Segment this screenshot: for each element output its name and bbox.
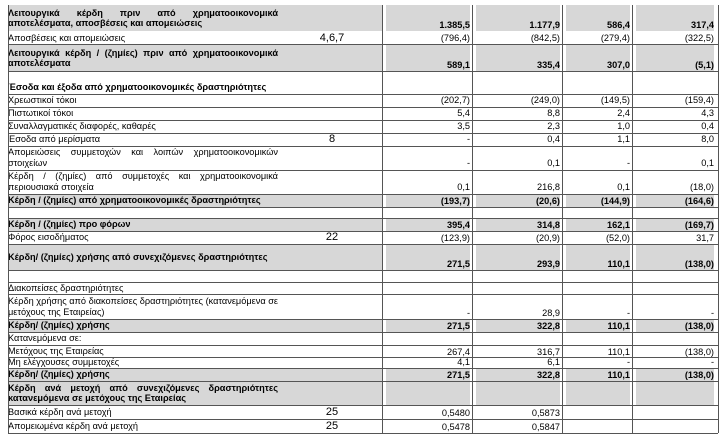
value-cell: 216,8 <box>537 181 560 192</box>
row-description <box>8 146 278 169</box>
row-description <box>8 319 278 332</box>
row-description <box>8 120 278 132</box>
row-description-text: Λειτουργικά κέρδη / (ζημίες) πριν από χρηματοοικονομικά αποτελέσματα <box>8 47 278 68</box>
table-row <box>0 332 727 345</box>
value-cell: 1.177,9 <box>529 19 560 30</box>
row-description-text: Κέρδη ανά μετοχή από συνεχιζόμενες δραστηριότητες κατανεμόμενα σε μετόχους της Εταιρείας <box>8 382 278 403</box>
value-cell: (138,0) <box>684 369 714 380</box>
column-divider <box>8 5 9 433</box>
grid-line <box>8 368 718 369</box>
row-description <box>8 244 278 270</box>
value-cell: - <box>626 357 630 367</box>
row-note <box>282 194 382 207</box>
value-cell <box>566 270 630 282</box>
value-cell: - <box>466 133 470 144</box>
value-cell <box>636 332 714 345</box>
value-cell: 110,1 <box>607 346 630 357</box>
grid-line <box>8 332 718 333</box>
value-cell: 0,5478 <box>441 421 470 432</box>
value-cell <box>476 71 560 81</box>
row-description-text: Χρεωστικοί τόκοι <box>8 94 77 105</box>
table-row <box>0 405 727 419</box>
value-cell: (169,7) <box>684 219 714 230</box>
value-cell <box>636 381 714 405</box>
table-row <box>0 170 727 193</box>
value-cell: 314,8 <box>537 219 560 230</box>
row-description-text: Κέρδη / (ζημίες) από συμμετοχές και χρηματοοικονομικά περιουσιακά στοιχεία <box>8 171 278 192</box>
value-cell: 0,1 <box>547 157 560 168</box>
row-description <box>8 107 278 119</box>
column-divider <box>562 5 563 433</box>
grid-line <box>8 282 718 283</box>
value-cell: 110,1 <box>607 258 630 269</box>
column-divider <box>382 5 383 433</box>
value-cell: 0,1 <box>617 181 630 192</box>
value-cell: 4,1 <box>457 357 470 367</box>
value-cell: - <box>466 157 470 168</box>
table-row <box>0 282 727 294</box>
value-cell: 589,1 <box>447 59 470 70</box>
value-cell: (249,0) <box>530 94 560 105</box>
value-cell: 3,5 <box>457 120 470 131</box>
table-row <box>0 194 727 207</box>
value-cell <box>386 270 470 282</box>
value-cell <box>476 332 560 345</box>
value-cell: 5,4 <box>457 107 470 118</box>
grid-line <box>8 194 718 195</box>
value-cell <box>636 419 714 433</box>
row-description-text: Μετόχους της Εταιρείας <box>8 346 104 357</box>
value-cell: (138,0) <box>684 258 714 269</box>
value-cell <box>566 207 630 218</box>
grid-line <box>8 294 718 295</box>
value-cell <box>566 282 630 294</box>
row-description <box>8 94 278 106</box>
grid-line <box>8 146 718 147</box>
row-description-text: Φόρος εισοδήματος <box>8 232 89 243</box>
table-row <box>0 71 727 81</box>
value-cell: 8,8 <box>547 107 560 118</box>
value-cell: (20,6) <box>535 195 560 206</box>
value-cell <box>636 282 714 294</box>
row-note <box>282 170 382 193</box>
value-cell: 0,5480 <box>441 407 470 418</box>
row-description-text: Λειτουργικά κέρδη πριν από χρηματοοικονομικά αποτελέσματα, αποσβέσεις και απομειώσεις <box>8 7 278 28</box>
value-cell: 0,4 <box>547 133 560 144</box>
value-cell: (796,4) <box>440 32 470 43</box>
table-row <box>0 319 727 332</box>
row-note <box>282 94 382 106</box>
value-cell: 271,5 <box>447 369 470 380</box>
row-description-text: Κέρδη/ (ζημίες) χρήσης <box>8 320 110 331</box>
row-description <box>8 381 278 405</box>
row-description-text: Πιστωτικοί τόκοι <box>8 107 74 118</box>
value-cell: 322,8 <box>537 320 560 331</box>
row-note <box>282 107 382 119</box>
grid-line <box>8 244 718 245</box>
row-description-text: Κατανεμόμενα σε: <box>8 333 82 344</box>
row-note <box>282 282 382 294</box>
table-row <box>0 133 727 145</box>
value-cell: (138,0) <box>684 320 714 331</box>
grid-line <box>8 433 718 434</box>
row-note <box>282 45 382 71</box>
row-note <box>282 5 382 31</box>
value-cell <box>476 81 560 93</box>
value-cell <box>566 332 630 345</box>
value-cell <box>386 282 470 294</box>
table-row <box>0 207 727 218</box>
row-description <box>8 419 278 433</box>
value-cell <box>566 381 630 405</box>
value-cell: (20,9) <box>535 232 560 243</box>
value-cell: 6,1 <box>547 357 560 367</box>
row-note <box>282 146 382 169</box>
row-description <box>8 71 278 81</box>
row-note <box>282 120 382 132</box>
value-cell: (202,7) <box>440 94 470 105</box>
value-cell <box>636 71 714 81</box>
table-row <box>0 94 727 106</box>
value-cell: 0,5847 <box>531 421 560 432</box>
table-row <box>0 231 727 244</box>
value-cell: - <box>710 357 714 367</box>
value-cell: 2,4 <box>617 107 630 118</box>
table-row <box>0 107 727 119</box>
grid-line <box>8 170 718 171</box>
value-cell: 28,9 <box>542 307 560 318</box>
table-row <box>0 218 727 231</box>
grid-line <box>8 381 718 382</box>
row-note <box>282 207 382 218</box>
row-description-text: Κέρδη/ (ζημίες) χρήσης <box>8 369 110 380</box>
value-cell: - <box>626 157 630 168</box>
row-note <box>282 357 382 368</box>
table-row <box>0 368 727 381</box>
row-description-text: Έσοδα από μερίσματα <box>8 133 101 144</box>
value-cell: 110,1 <box>607 369 630 380</box>
column-divider <box>632 5 633 433</box>
row-description <box>8 405 278 419</box>
table-row <box>0 270 727 282</box>
value-cell: 0,5873 <box>531 407 560 418</box>
row-note <box>282 71 382 81</box>
row-description <box>8 270 278 282</box>
table-row <box>0 357 727 368</box>
row-description <box>8 194 278 207</box>
grid-line <box>8 44 718 45</box>
row-description <box>8 207 278 218</box>
row-description <box>8 32 278 44</box>
value-cell: (193,7) <box>440 195 470 206</box>
grid-line <box>8 319 718 320</box>
value-cell: - <box>626 307 630 318</box>
value-cell <box>386 81 470 93</box>
value-cell: 395,4 <box>447 219 470 230</box>
grid-line <box>8 357 718 358</box>
row-note <box>282 244 382 270</box>
value-cell: 162,1 <box>607 219 630 230</box>
row-note: 8 <box>328 133 336 145</box>
table-row <box>0 146 727 169</box>
row-note <box>282 381 382 405</box>
value-cell: (159,4) <box>684 94 714 105</box>
value-cell: (279,4) <box>600 32 630 43</box>
value-cell: 8,0 <box>701 133 714 144</box>
value-cell: 267,4 <box>447 346 470 357</box>
row-description <box>8 368 278 381</box>
value-cell <box>476 270 560 282</box>
row-note <box>282 270 382 282</box>
row-note: 22 <box>325 231 339 244</box>
row-description <box>8 133 278 145</box>
value-cell: (52,0) <box>605 232 630 243</box>
value-cell: (164,6) <box>684 195 714 206</box>
row-description <box>8 231 278 244</box>
row-description <box>8 282 278 294</box>
value-cell <box>636 270 714 282</box>
table-row <box>0 244 727 270</box>
value-cell: 586,4 <box>607 19 630 30</box>
value-cell: 307,0 <box>607 59 630 70</box>
value-cell: (149,5) <box>600 94 630 105</box>
table-row <box>0 381 727 405</box>
row-description-text: Έσοδα και έξοδα από χρηματοοικονομικές δραστηριότητες <box>8 81 267 92</box>
value-cell: 4,3 <box>701 107 714 118</box>
row-description <box>8 5 278 31</box>
value-cell <box>566 419 630 433</box>
row-note <box>282 368 382 381</box>
grid-line <box>8 405 718 406</box>
row-note: 25 <box>325 419 339 432</box>
value-cell <box>636 207 714 218</box>
value-cell: 110,1 <box>607 320 630 331</box>
value-cell <box>566 81 630 93</box>
table-row <box>0 5 727 31</box>
value-cell: 2,3 <box>547 120 560 131</box>
row-description-text: Διακοπείσες δραστηριότητες <box>8 282 124 293</box>
value-cell <box>636 405 714 419</box>
row-description-text: Κέρδη/ (ζημίες) χρήσης από συνεχιζόμενες δραστηριότητες <box>8 251 268 262</box>
value-cell: 0,4 <box>701 120 714 131</box>
row-description <box>8 294 278 319</box>
value-cell: (138,0) <box>684 346 714 357</box>
row-description <box>8 45 278 71</box>
value-cell: 271,5 <box>447 258 470 269</box>
row-note: 25 <box>325 405 339 418</box>
row-description <box>8 218 278 231</box>
value-cell: (5,1) <box>695 59 714 70</box>
table-row <box>0 419 727 433</box>
row-note <box>282 294 382 319</box>
grid-line <box>8 94 718 95</box>
table-row <box>0 294 727 319</box>
row-note <box>282 319 382 332</box>
grid-line <box>8 419 718 420</box>
value-cell: (18,0) <box>689 181 714 192</box>
table-row <box>0 81 727 93</box>
value-cell: 316,7 <box>537 346 560 357</box>
value-cell: 1,0 <box>617 120 630 131</box>
value-cell: 293,9 <box>537 258 560 269</box>
column-divider <box>718 5 719 433</box>
value-cell: 0,1 <box>701 157 714 168</box>
value-cell <box>386 207 470 218</box>
value-cell: (322,5) <box>684 32 714 43</box>
row-description <box>8 332 278 345</box>
value-cell: - <box>710 307 714 318</box>
row-description-text: Κέρδη χρήσης από διακοπείσες δραστηριότητες (κατανεμόμενα σε μετόχους της Εταιρείας) <box>8 296 278 317</box>
row-description <box>8 357 278 368</box>
value-cell: (842,5) <box>530 32 560 43</box>
value-cell: 322,8 <box>537 369 560 380</box>
value-cell: 317,4 <box>691 19 714 30</box>
value-cell <box>566 71 630 81</box>
row-description-text: Βασικά κέρδη ανά μετοχή <box>8 406 112 417</box>
grid-line <box>8 270 718 271</box>
row-description-text: Αποσβέσεις και απομειώσεις <box>8 32 126 43</box>
row-note <box>282 218 382 231</box>
value-cell <box>566 405 630 419</box>
row-description-text: Απομειωμένα κέρδη ανά μετοχή <box>8 420 139 431</box>
value-cell: 1,1 <box>617 133 630 144</box>
table-row <box>0 45 727 71</box>
value-cell <box>476 381 560 405</box>
row-description-text: Απομειώσεις συμμετοχών και λοιπών χρηματοοικονομικών στοιχείων <box>8 147 278 168</box>
value-cell: 0,1 <box>457 181 470 192</box>
row-note: 4,6,7 <box>319 32 345 44</box>
row-note <box>282 81 382 93</box>
value-cell: 31,7 <box>696 232 714 243</box>
row-description-text: Κέρδη / (ζημίες) προ φόρων <box>8 219 131 230</box>
grid-line <box>8 71 718 72</box>
value-cell <box>386 71 470 81</box>
value-cell <box>386 381 470 405</box>
grid-line <box>8 133 718 134</box>
grid-line <box>8 107 718 108</box>
value-cell: 335,4 <box>537 59 560 70</box>
grid-line <box>8 218 718 219</box>
grid-line <box>8 120 718 121</box>
grid-line <box>8 231 718 232</box>
value-cell <box>636 81 714 93</box>
row-note <box>282 332 382 345</box>
row-description <box>8 81 278 93</box>
row-description <box>8 170 278 193</box>
value-cell: (123,9) <box>440 232 470 243</box>
value-cell: 271,5 <box>447 320 470 331</box>
row-description-text: Κέρδη / (ζημίες) από χρηματοοικονομικές δραστηριότητες <box>8 195 261 206</box>
value-cell: - <box>466 307 470 318</box>
value-cell: (144,9) <box>600 195 630 206</box>
value-cell: 1.385,5 <box>439 19 470 30</box>
column-divider <box>472 5 473 433</box>
value-cell <box>476 207 560 218</box>
row-description-text: Συναλλαγματικές διαφορές, καθαρές <box>8 120 156 131</box>
table-row <box>0 32 727 44</box>
grid-line <box>8 207 718 208</box>
grid-line <box>8 345 718 346</box>
value-cell <box>476 282 560 294</box>
row-description-text: Μη ελέγχουσες συμμετοχές <box>8 357 120 368</box>
value-cell <box>386 332 470 345</box>
table-row <box>0 120 727 132</box>
